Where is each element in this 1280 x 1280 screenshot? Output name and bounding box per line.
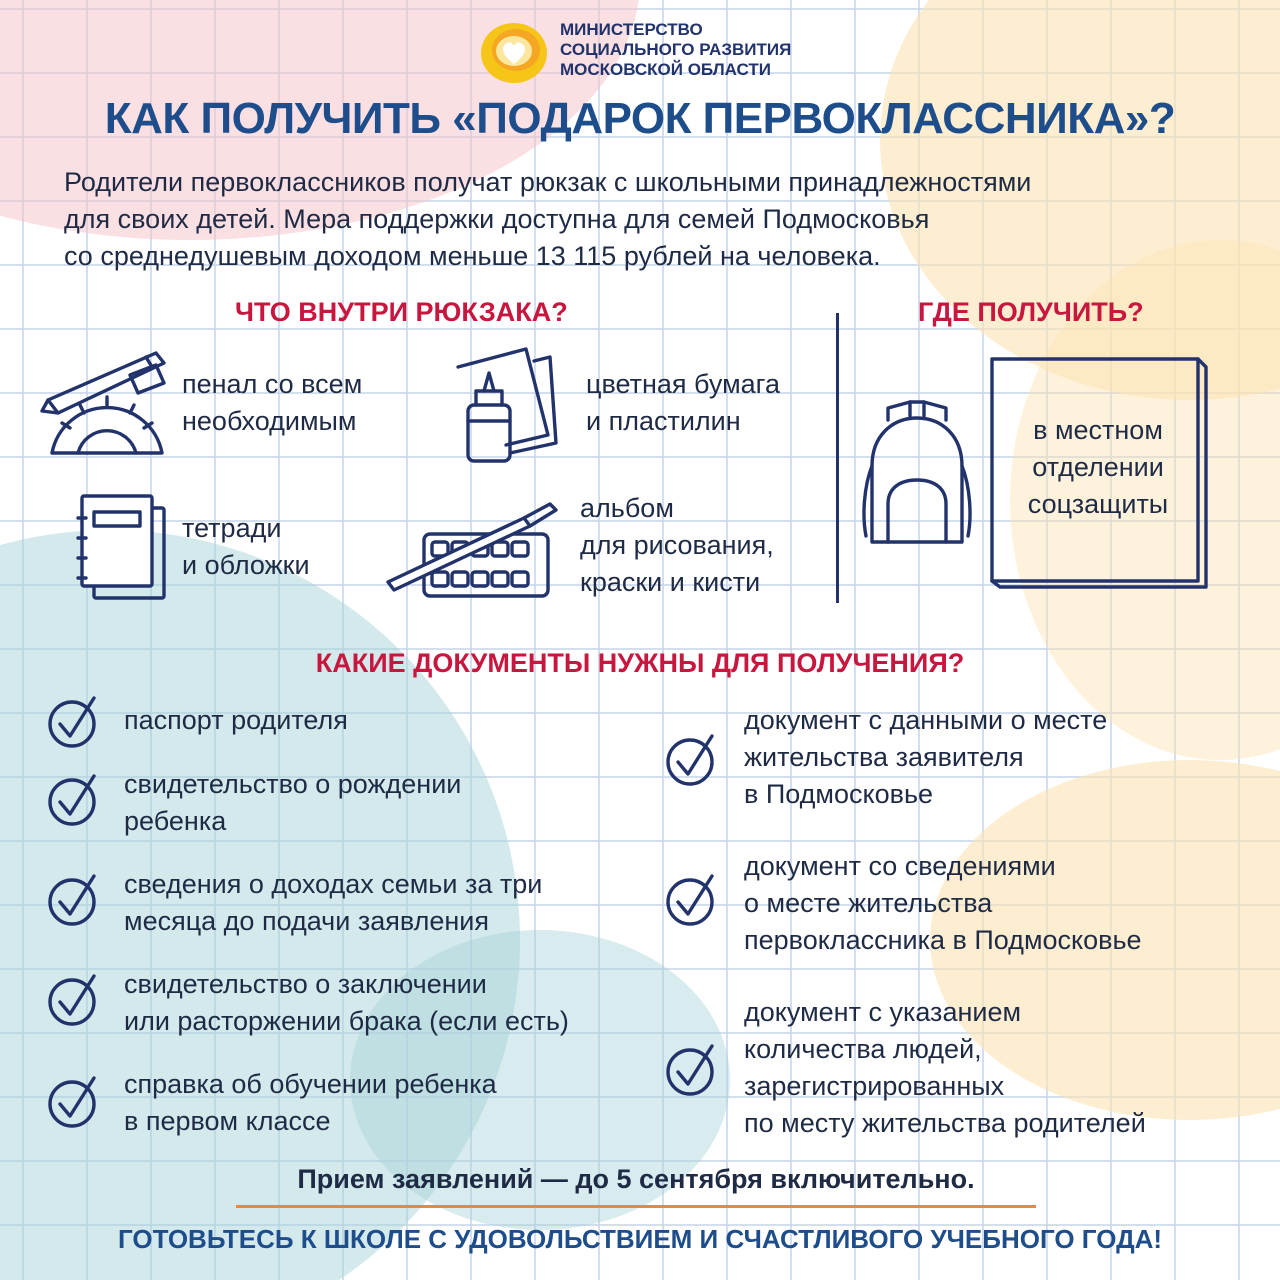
document-line: количества людей, [744, 1034, 982, 1064]
section-divider [836, 313, 839, 603]
inside-item-text [586, 366, 780, 440]
document-item [124, 866, 542, 940]
notebook-icon [74, 490, 168, 602]
section-title-where: ГДЕ ПОЛУЧИТЬ? [918, 297, 1144, 327]
inside-item-line: и обложки [182, 550, 310, 580]
document-line: в первом классе [124, 1106, 331, 1136]
inside-item-line: для рисования, [580, 530, 774, 560]
document-line: паспорт родителя [124, 705, 348, 735]
inside-item-line: альбом [580, 493, 674, 523]
inside-item-line: пенал со всем [182, 369, 363, 399]
document-line: жительства заявителя [744, 742, 1024, 772]
inside-item-line: цветная бумага [586, 369, 780, 399]
ministry-name [560, 20, 791, 80]
document-line: месяца до подачи заявления [124, 906, 489, 936]
check-circle-icon [664, 732, 720, 788]
check-circle-icon [46, 694, 102, 750]
check-circle-icon [46, 1074, 102, 1130]
where-line: соцзащиты [1027, 489, 1169, 519]
inside-item-text [580, 490, 774, 601]
where-location-text [993, 412, 1203, 523]
document-line: о месте жительства [744, 888, 993, 918]
deadline-notice: Прием заявлений — до 5 сентября включительно. [236, 1164, 1036, 1208]
ministry-name-line: МИНИСТЕРСТВО [560, 20, 703, 39]
document-item [124, 766, 461, 840]
paper-glue-icon [450, 343, 560, 465]
document-item [744, 848, 1142, 959]
section-title-inside: ЧТО ВНУТРИ РЮКЗАКА? [235, 297, 568, 327]
check-circle-icon [46, 972, 102, 1028]
section-title-documents: КАКИЕ ДОКУМЕНТЫ НУЖНЫ ДЛЯ ПОЛУЧЕНИЯ? [315, 648, 965, 678]
document-line: ребенка [124, 806, 227, 836]
document-item [124, 702, 348, 739]
document-line: документ с данными о месте [744, 705, 1108, 735]
paint-brush-icon [384, 498, 560, 602]
intro-line: Родители первоклассников получат рюкзак с школьными принадлежностями [64, 167, 1032, 197]
document-line: по месту жительства родителей [744, 1108, 1146, 1138]
inside-item-line: тетради [182, 513, 282, 543]
inside-item-text [182, 510, 310, 584]
ministry-name-line: МОСКОВСКОЙ ОБЛАСТИ [560, 60, 771, 79]
ministry-logo-icon [478, 20, 550, 86]
document-line: справка об обучении ребенка [124, 1069, 497, 1099]
pencil-case-icon [38, 345, 170, 460]
where-line: отделении [1032, 452, 1164, 482]
document-item [124, 966, 569, 1040]
inside-item-text [182, 366, 362, 440]
document-line: зарегистрированных [744, 1071, 1005, 1101]
inside-item-line: и пластилин [586, 406, 741, 436]
footer-slogan: ГОТОВЬТЕСЬ К ШКОЛЕ С УДОВОЛЬСТВИЕМ И СЧАСТЛИВОГО УЧЕБНОГО ГОДА! [117, 1224, 1163, 1254]
where-line: в местном [1033, 415, 1163, 445]
check-circle-icon [664, 1042, 720, 1098]
intro-line: со среднедушевым доходом меньше 13 115 рублей на человека. [64, 241, 881, 271]
check-circle-icon [46, 772, 102, 828]
document-line: сведения о доходах семьи за три [124, 869, 543, 899]
document-line: или расторжении брака (если есть) [124, 1006, 569, 1036]
check-circle-icon [46, 872, 102, 928]
document-item [124, 1066, 497, 1140]
document-line: в Подмосковье [744, 779, 934, 809]
inside-item-line: необходимым [182, 406, 357, 436]
intro-paragraph [64, 164, 1244, 275]
intro-line: для своих детей. Мера поддержки доступна для семей Подмосковья [64, 204, 930, 234]
page-title: КАК ПОЛУЧИТЬ «ПОДАРОК ПЕРВОКЛАССНИКА»? [104, 94, 1176, 143]
document-line: документ со сведениями [744, 851, 1056, 881]
ministry-name-line: СОЦИАЛЬНОГО РАЗВИТИЯ [560, 40, 792, 59]
check-circle-icon [664, 872, 720, 928]
document-line: свидетельство о заключении [124, 969, 487, 999]
document-line: первоклассника в Подмосковье [744, 925, 1142, 955]
document-item [744, 702, 1107, 813]
document-line: свидетельство о рождении [124, 769, 462, 799]
document-line: документ с указанием [744, 997, 1022, 1027]
inside-item-line: краски и кисти [580, 567, 761, 597]
backpack-icon [858, 396, 976, 548]
document-item [744, 994, 1146, 1142]
